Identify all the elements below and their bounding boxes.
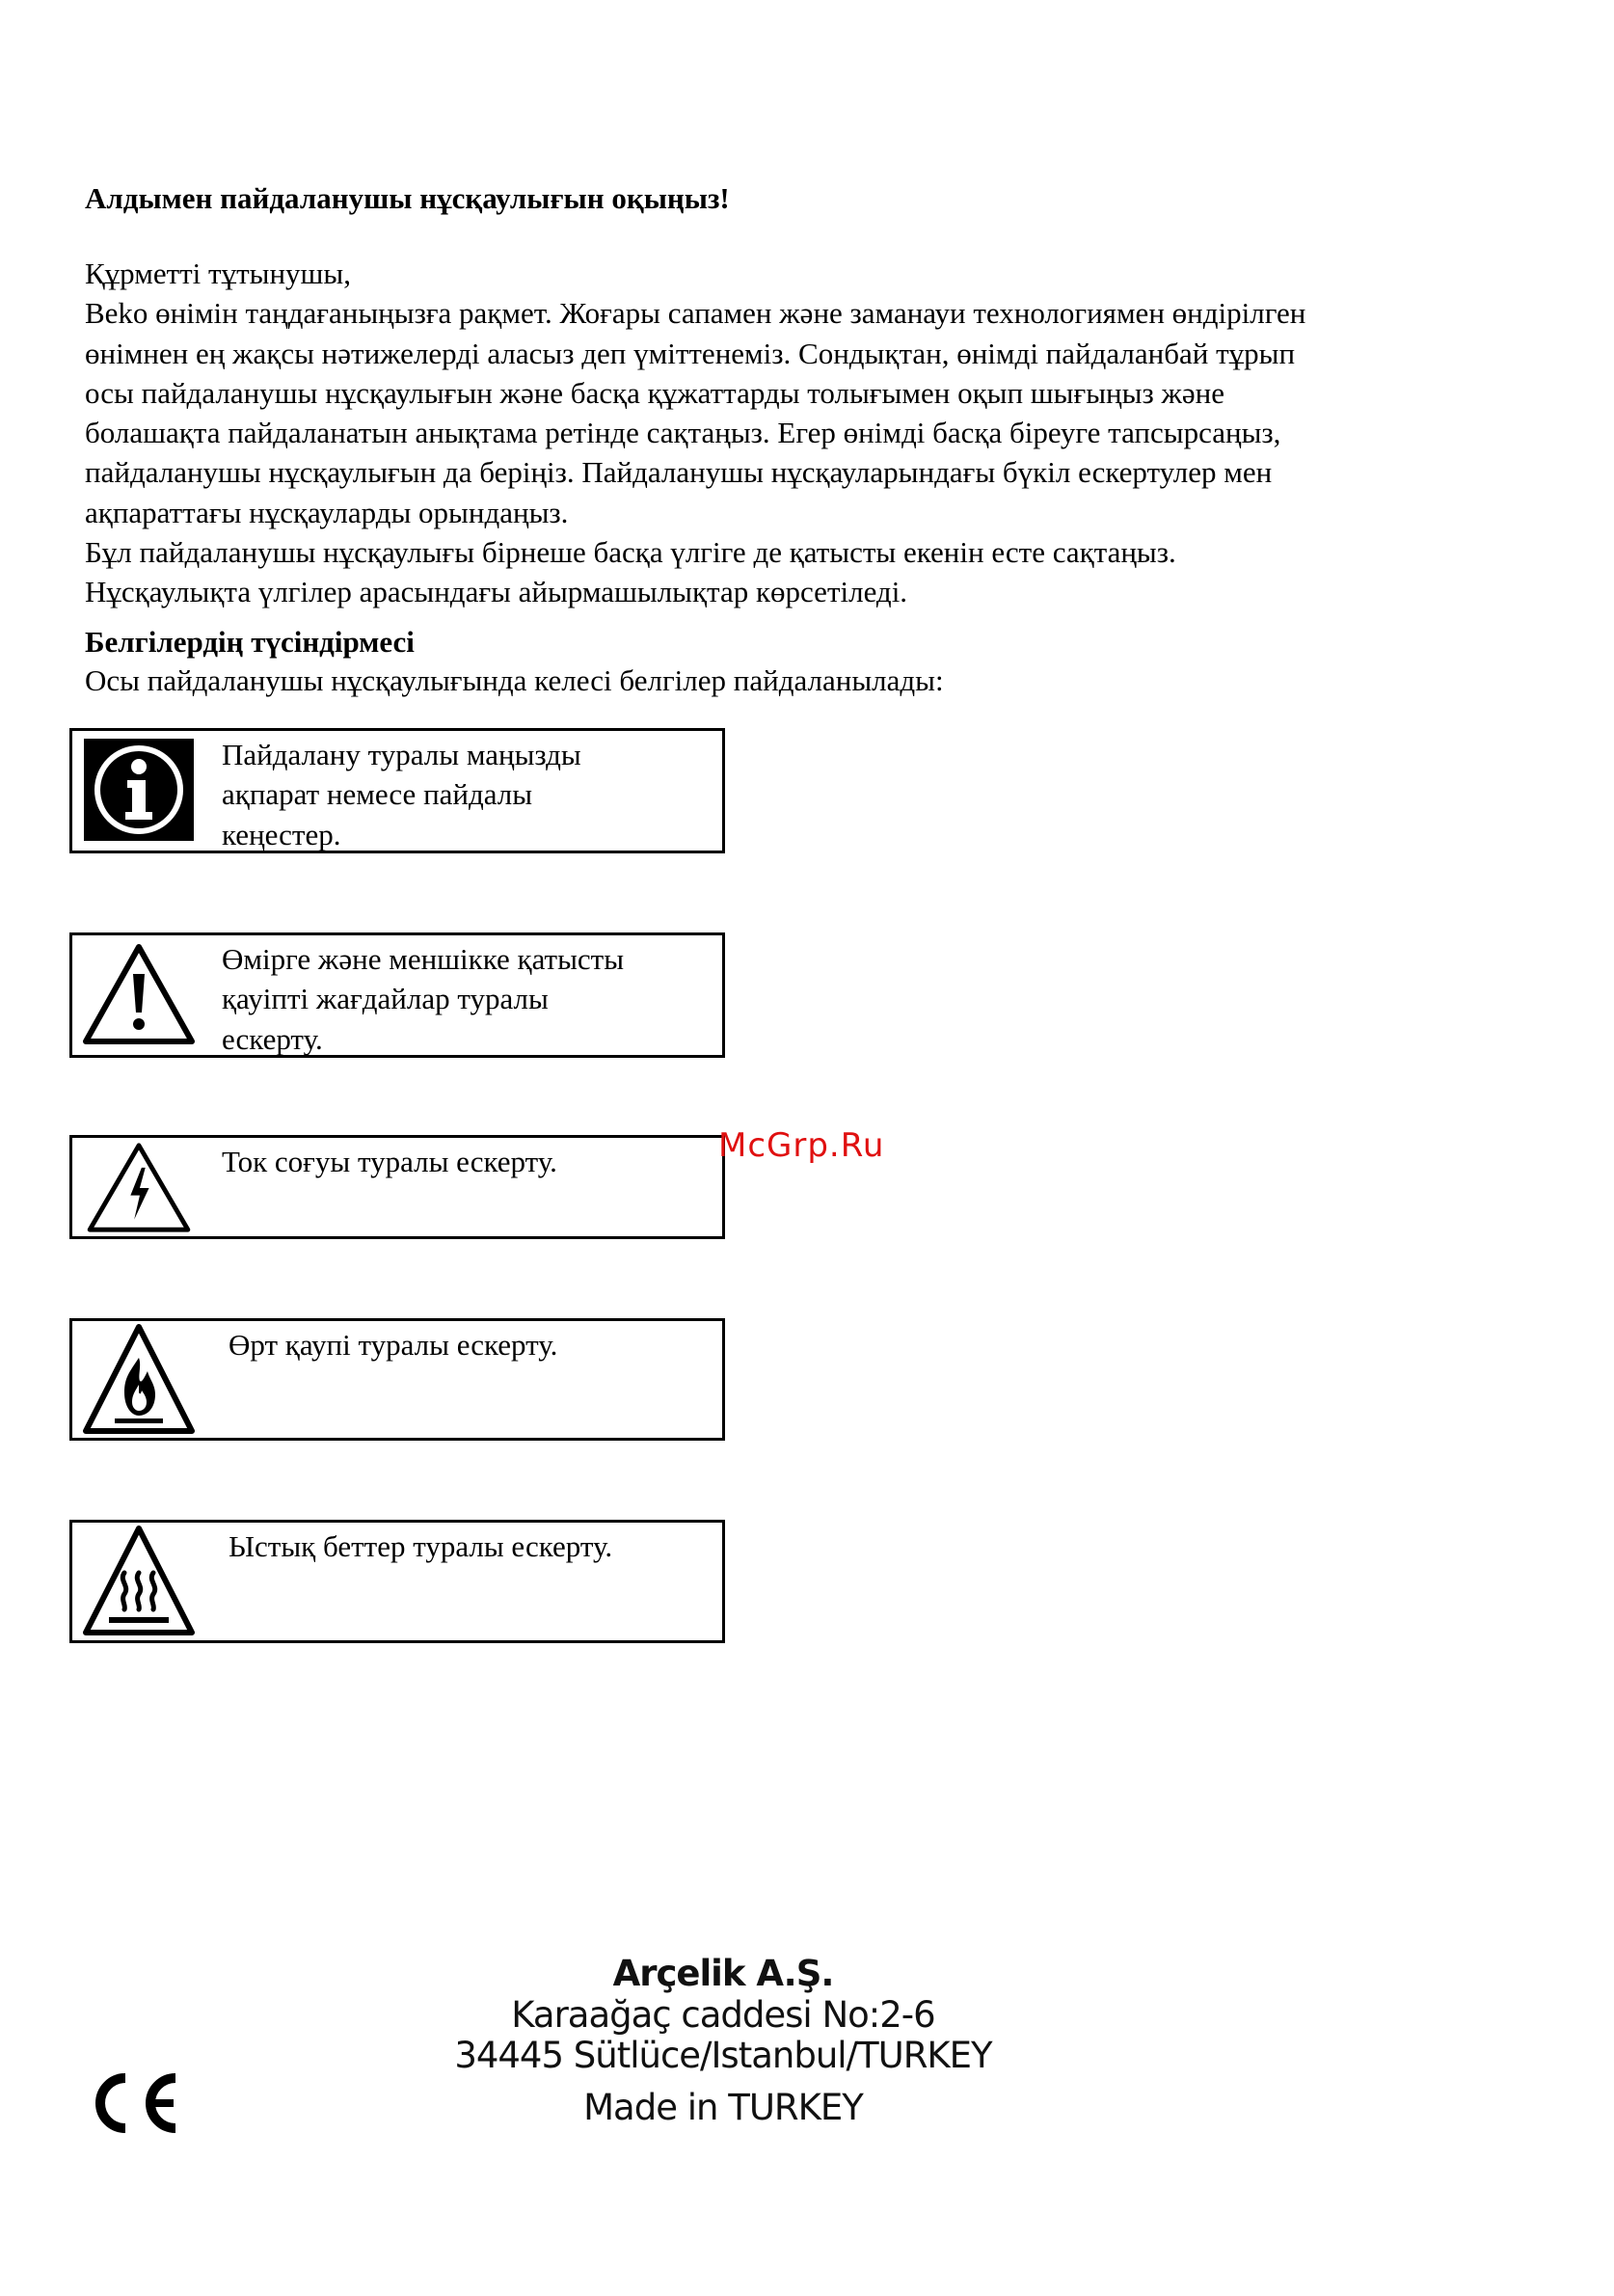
symbol-text-line: ескерту. [222,1021,323,1056]
symbols-heading: Белгілердің түсіндірмесі [85,625,415,659]
intro-line: Құрметті тұтынушы, [85,257,352,290]
symbol-text [222,735,713,854]
symbol-text [222,939,713,1059]
warning-icon [82,941,196,1047]
symbol-text-line: Ток соғуы туралы ескерту. [222,1145,557,1178]
page-title: Алдымен пайдаланушы нұсқаулығын оқыңыз! [85,181,730,215]
symbols-intro: Осы пайдаланушы нұсқаулығында келесі белгілер пайдаланылады: [85,663,944,697]
symbol-box-info [69,728,725,853]
intro-line: өнімнен ең жақсы нәтижелерді аласыз деп үміттенеміз. Сондықтан, өнімді пайдаланбай тұрып [85,336,1296,370]
intro-line: Нұсқаулықта үлгілер арасындағы айырмашылықтар көрсетіледі. [85,575,908,609]
company-address-block [444,1953,1003,2128]
symbol-text [229,1526,720,1566]
symbol-box-hot-surface [69,1520,725,1643]
symbol-text-line: ақпарат немесе пайдалы [222,777,533,812]
fire-hazard-icon [82,1323,196,1437]
symbol-box-electric-shock [69,1135,725,1239]
intro-line: Бұл пайдаланушы нұсқаулығы бірнеше басқа үлгіге де қатысты екенін есте сақтаңыз. [85,535,1176,570]
address-line: 34445 Sütlüce/Istanbul/TURKEY [454,2035,992,2076]
symbol-text-line: қауіпті жағдайлар туралы [222,982,549,1016]
intro-line: осы пайдаланушы нұсқаулығын және басқа құжаттарды толығымен оқып шығыңыз және [85,375,1224,410]
symbol-text-line: кеңестер. [222,817,341,851]
intro-line: пайдаланушы нұсқаулығын да беріңіз. Пайдаланушы нұсқауларындағы бүкіл ескертулер мен [85,455,1273,490]
company-name: Arçelik A.Ş. [612,1953,834,1994]
symbol-text-line: Өмірге және меншікке қатысты [222,942,625,976]
made-in-label: Made in TURKEY [583,2087,863,2128]
symbol-text-line: Ыстық беттер туралы ескерту. [229,1529,613,1563]
hot-surface-icon [82,1525,196,1638]
intro-paragraph [85,254,1550,612]
symbol-box-fire-hazard [69,1318,725,1441]
symbol-text [229,1325,720,1364]
symbol-text-line: Өрт қаупі туралы ескерту. [229,1328,558,1362]
ce-mark-icon [81,2068,181,2138]
intro-line: болашақта пайдаланатын анықтама ретінде сақтаңыз. Егер өнімді басқа біреуге тапсырсаңыз, [85,416,1281,450]
symbol-text-line: Пайдалану туралы маңызды [222,738,581,771]
info-icon [82,737,196,843]
address-line: Karaağaç caddesi No:2-6 [511,1994,935,2036]
symbol-text [222,1142,713,1181]
electric-shock-icon [82,1142,196,1234]
symbol-box-warning [69,932,725,1058]
watermark: McGrp.Ru [718,1126,885,1165]
intro-line: ақпараттағы нұсқауларды орындаңыз. [85,495,569,529]
intro-line: Beko өнімін таңдағаныңызға рақмет. Жоғары сапамен және заманауи технологиямен өндірілген [85,296,1306,331]
